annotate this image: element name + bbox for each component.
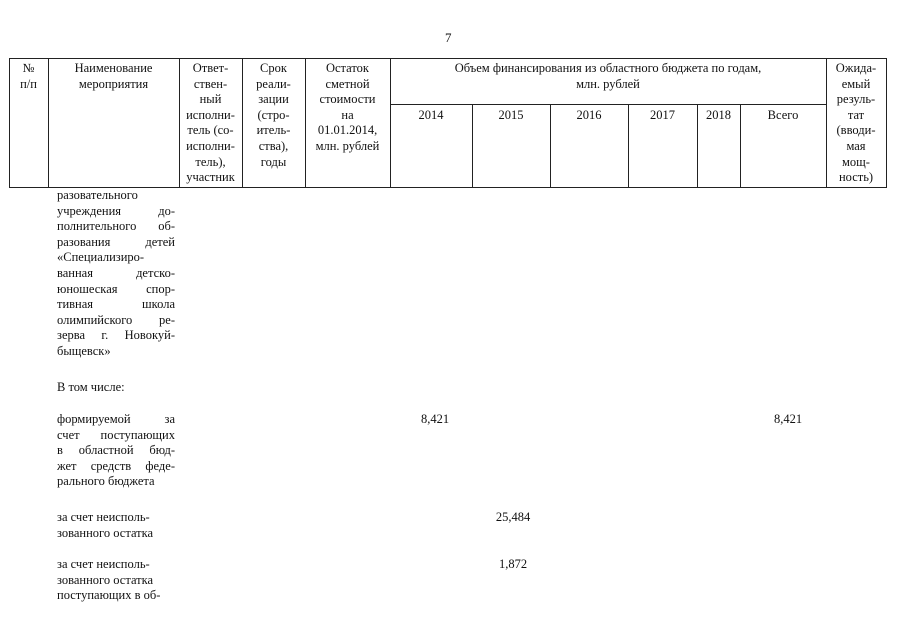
header-financing: Объем финансирования из областного бюджета по годам, млн. рублей (454, 61, 762, 91)
header-remainder: Остаток сметной стоимости на 01.01.2014, млн. рублей (315, 61, 380, 153)
header-term: Срок реали- зации (стро- итель- ства), годы (256, 61, 291, 169)
header-year-2014: 2014 (418, 108, 444, 122)
header-responsible: Ответ- ствен- ный исполни- тель (со- исполни- тель), участник (186, 61, 235, 185)
header-year-2015: 2015 (498, 108, 524, 122)
col-border (886, 58, 887, 188)
header-result: Ожида- емый резуль- тат (вводи- мая мощ- ность) (835, 61, 877, 185)
row-name-unused-remainder: за счет неисполь- зованного остатка (57, 510, 154, 540)
header-total: Всего (767, 108, 799, 122)
header-year-2016: 2016 (576, 108, 602, 122)
table-top-border (9, 58, 886, 59)
row-name-including: В том числе: (57, 380, 125, 394)
row-name-federal: формируемой за счет поступающих в областной бюд- жет средств феде- рального бюджета (57, 412, 175, 489)
cell-federal-2014: 8,421 (420, 412, 450, 426)
header-year-2018: 2018 (706, 108, 731, 122)
header-year-2017: 2017 (650, 108, 675, 122)
cell-unused-2015: 25,484 (495, 510, 531, 524)
header-num: № п/п (20, 61, 37, 91)
header-name: Наименование мероприятия (74, 61, 153, 91)
cell-federal-total: 8,421 (773, 412, 803, 426)
row-name-unused-remainder-incoming: за счет неисполь- зованного остатка поступающих в об- (57, 557, 161, 603)
row-name-institution: разовательного учреждения до- полнительного об- разования детей «Специализиро- ванная детско- юношеская спор- тивная школа олимпийского ре- зерва г. Новокуй- быщевск» (57, 188, 175, 358)
page-number: 7 (445, 30, 452, 45)
financing-subheader-line (390, 104, 826, 105)
cell-unused-incoming-2015: 1,872 (498, 557, 528, 571)
